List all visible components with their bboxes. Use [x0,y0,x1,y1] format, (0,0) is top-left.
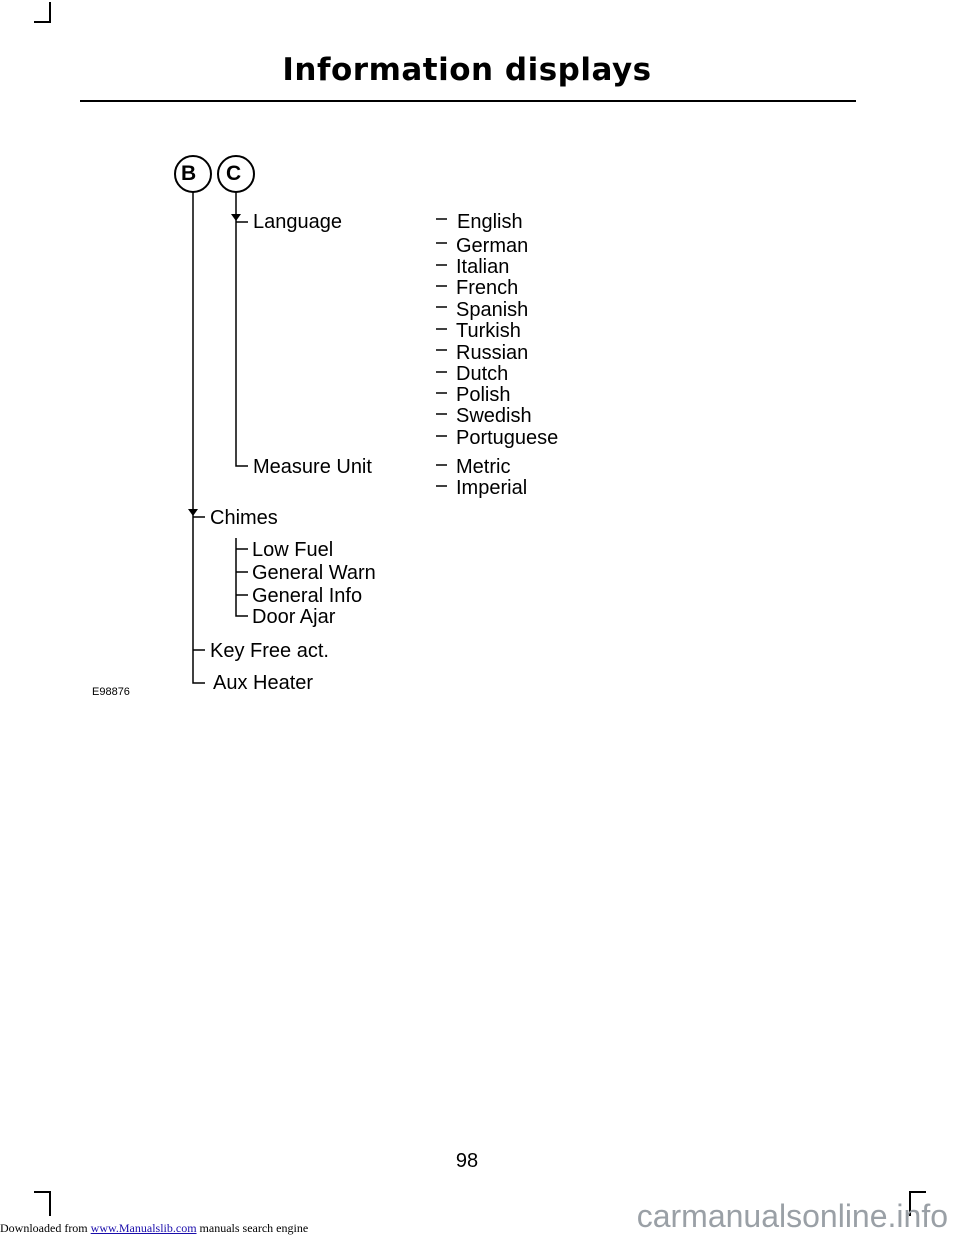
branch-c-line [236,192,248,466]
page-title: Information displays [282,52,652,88]
branch-b-line [193,192,205,683]
language-option: Dutch [456,363,509,385]
menu-language-label: Language [253,211,342,233]
menu-measure-unit-label: Measure Unit [253,456,372,478]
language-option: Spanish [456,299,529,321]
figure-code: E98876 [92,686,130,698]
language-option: Portuguese [456,427,559,449]
title-rule [80,100,856,102]
page-number: 98 [455,1150,479,1172]
footer-suffix: manuals search engine [196,1221,309,1235]
arrow-chimes-icon [188,509,198,516]
watermark: carmanualsonline.info [636,1198,948,1234]
chimes-item: Low Fuel [252,539,334,561]
language-option: Italian [456,256,510,278]
language-option: Polish [456,384,511,406]
marker-c-label: C [226,162,242,185]
menu-aux-heater-label: Aux Heater [213,672,314,694]
download-footer [0,1221,308,1236]
language-option: Turkish [456,320,521,342]
footer-prefix: Downloaded from [0,1221,91,1235]
arrow-language-icon [231,214,241,221]
manualslib-link[interactable]: www.Manualslib.com [90,1221,197,1235]
measure-unit-option: Imperial [456,477,528,499]
language-option: French [456,277,519,299]
chimes-item: Door Ajar [252,606,336,628]
language-option: English [457,211,523,233]
language-option: Swedish [456,405,532,427]
marker-b-label: B [181,162,197,185]
menu-key-free-label: Key Free act. [210,640,329,662]
language-option: German [456,235,529,257]
language-option: Russian [456,342,529,364]
menu-chimes-label: Chimes [210,507,278,529]
chimes-item: General Warn [252,562,376,584]
measure-unit-option: Metric [456,456,511,478]
crop-marks [34,2,926,1216]
chimes-item: General Info [252,585,363,607]
